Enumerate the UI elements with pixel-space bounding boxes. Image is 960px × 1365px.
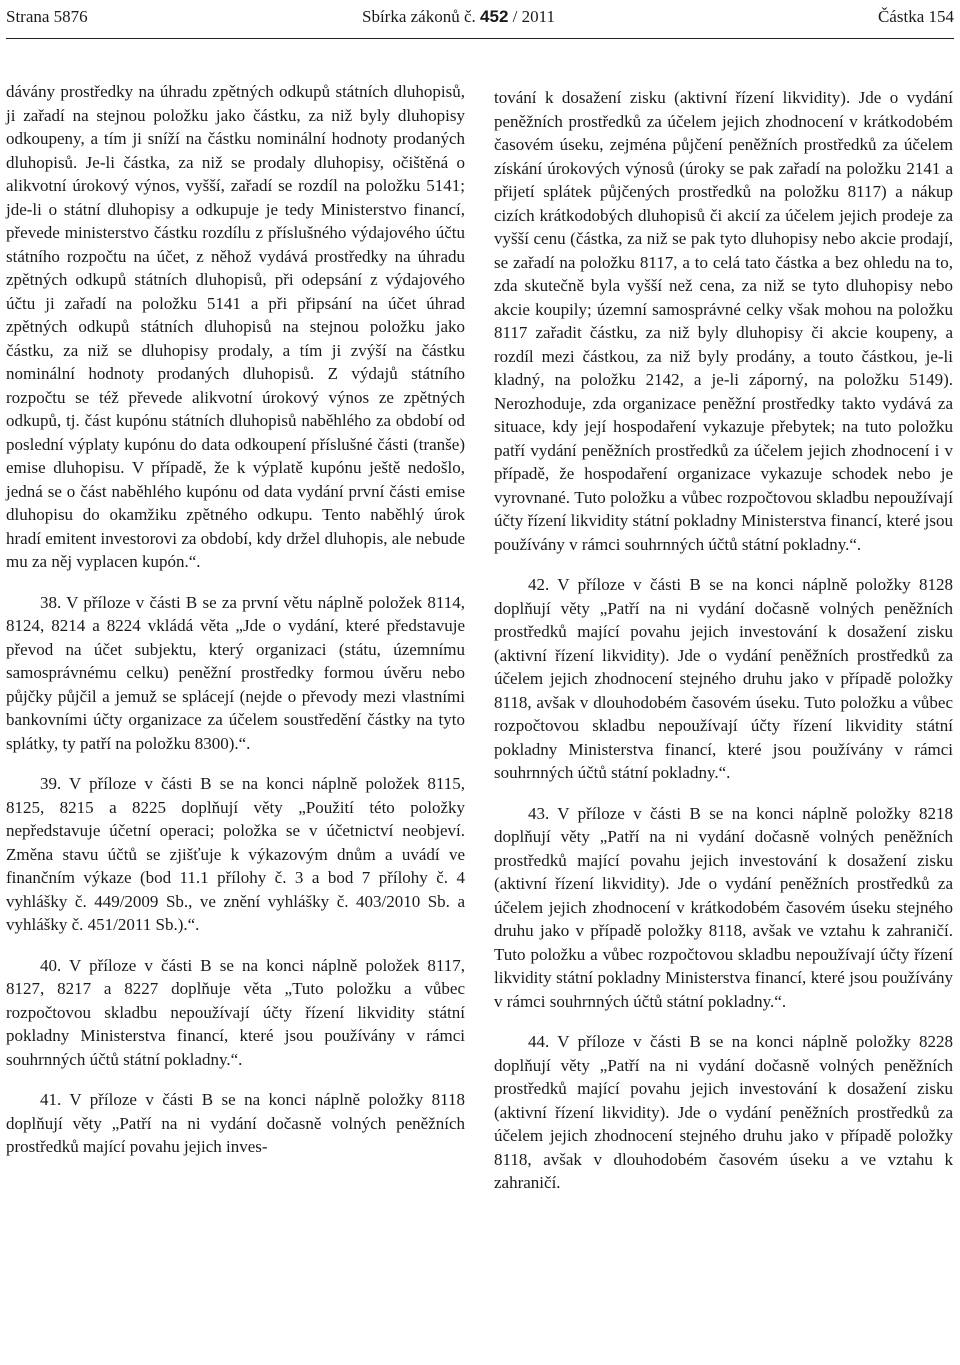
left-column <box>6 80 465 1159</box>
page-number: Strana 5876 <box>6 7 88 26</box>
amendment-40: 40. V příloze v části B se na konci náplně položek 8117, 8127, 8217 a 8227 doplňuje věta „Tuto položku a vůbec rozpočtovou skladbu nepoužívají účty řízení likvidity státní pokladny Ministerstva financí, které jsou používány v rámci souhrnných účtů státní pokladny.“. <box>6 955 465 1069</box>
amendment-41: 41. V příloze v části B se na konci náplně položky 8118 doplňují věty „Patří na ni vydání dočasně volných peněžních prostředků mající povahu jejich inves- <box>6 1090 465 1156</box>
issue-part: Částka 154 <box>877 7 954 26</box>
paragraph-continuation: dávány prostředky na úhradu zpětných odkupů státních dluhopisů, ji zařadí na stejnou položku jako částku, za niž byly dluhopisy odkoupeny, a tím ji sníží na částku nominální hodnoty prodaných dluhopisů. Je-li částka, za niž se prodaly dluhopisy, očištěná o alikvotní úrokový výnos, vyšší, zařadí se rozdíl na položku 5141; jde-li o státní dluhopisy a odkupuje je tedy Ministerstvo financí, převede ministerstvo částku rozdílu z příslušného výdajového účtu státního rozpočtu na účet, z něhož vydává prostředky na úhradu zpětných odkupů státních dluhopisů, při odepsání z výdajového účtu ji zařadí na položku 5141 a při připsání na účet úhrad zpětných odkupů státních dluhopisů na stejnou položku jako částku, za niž se dluhopisy prodaly, a tím ji zvýší na částku nominální hodnoty prodaných dluhopisů. Z výdajů státního rozpočtu se též převede alikvotní úrokový výnos ze zpětných odkupů, tj. část kupónu státních dluhopisů naběhlého za období od poslední výplaty kupónu do data odkoupení příslušné části (tranše) emise dluhopisu. V případě, že k výplatě kupónu ještě nedošlo, jedná se o část naběhlého kupónu od data vydání první části emise dluhopisu do okamžiku zpětného odkupu. Tento naběhlý úrok hradí emitent investorovi za období, kdy držel dluhopis, ale nebude mu za něj vyplacen kupón.“. <box>6 82 465 571</box>
amendment-44: 44. V příloze v části B se na konci náplně položky 8228 doplňují věty „Patří na ni vydání dočasně volných peněžních prostředků mající povahu jejich investování k dosažení zisku (aktivní řízení likvidity). Jde o vydání peněžních prostředků za účelem jejich zhodnocení stejného druhu jako v případě položky 8118, avšak v dlouhodobém časovém úseku a ve vztahu k zahraničí. <box>494 1032 953 1192</box>
collection-title <box>362 4 555 30</box>
amendment-39: 39. V příloze v části B se na konci náplně položek 8115, 8125, 8215 a 8225 doplňují věty „Použití této položky nepředstavuje účetní operaci; položka se v účetnictví neobjeví. Změna stavu účtů se zjišťuje k výkazovým dnům a uvádí ve finančním výkaze (bod 11.1 přílohy č. 3 a bod 7 přílohy č. 4 vyhlášky č. 449/2009 Sb., ve znění vyhlášky č. 403/2010 Sb. a vyhlášky č. 451/2011 Sb.).“. <box>6 774 465 934</box>
page-header <box>6 4 954 30</box>
right-column <box>494 86 953 1195</box>
amendment-42: 42. V příloze v části B se na konci náplně položky 8128 doplňují věty „Patří na ni vydání dočasně volných peněžních prostředků mající povahu jejich investování k dosažení zisku (aktivní řízení likvidity). Jde o vydání peněžních prostředků za účelem jejich zhodnocení stejného druhu jako v případě položky 8118, avšak v dlouhodobém časovém úseku. Tuto položku a vůbec rozpočtovou skladbu nepoužívají účty řízení likvidity státní pokladny Ministerstva financí, které jsou používány v rámci souhrnných účtů státní pokladny.“. <box>494 575 953 782</box>
amendment-43: 43. V příloze v části B se na konci náplně položky 8218 doplňují věty „Patří na ni vydání dočasně volných peněžních prostředků mající povahu jejich investování k dosažení zisku (aktivní řízení likvidity). Jde o vydání peněžních prostředků za účelem jejich zhodnocení v krátkodobém časovém úseku stejného druhu jako v případě položky 8118, avšak ve vztahu k zahraničí. Tuto položku a vůbec rozpočtovou skladbu nepoužívají účty řízení likvidity státní pokladny Ministerstva financí, které jsou používány v rámci souhrnných účtů státní pokladny.“. <box>494 803 953 1011</box>
collection-label: Sbírka zákonů č. <box>362 7 476 26</box>
collection-number: 452 <box>480 7 509 26</box>
amendment-38: 38. V příloze v části B se za první větu náplně položek 8114, 8124, 8214 a 8224 vkládá věta „Jde o vydání, které představuje převod na účet subjektu, který organizaci (státu, územnímu samosprávnému celku) peněžní prostředky formou úvěru nebo půjčky půjčil a jemuž se splácejí (nejde o převody mezi vlastními bankovními účty organizace za účelem soustředění částky na tyto splátky, ty patří na položku 8300).“. <box>6 592 465 753</box>
collection-year: / 2011 <box>512 7 555 26</box>
header-divider <box>6 38 954 39</box>
amendment-41-continuation: tování k dosažení zisku (aktivní řízení likvidity). Jde o vydání peněžních prostředků za účelem jejich zhodnocení v krátkodobém časovém úseku, zejména půjčení peněžních prostředků za účelem získání úrokových výnosů (úroky se pak zařadí na položku 2141 a přijetí splátek půjčených prostředků na položku 8117) a nákup cizích krátkodobých dluhopisů či akcií za účelem jejich prodeje za vyšší cenu (částka, za niž se pak tyto dluhopisy nebo akcie prodají, se zařadí na položku 8117, a to celá tato částka a bez ohledu na to, zda skutečně byla vyšší než cena, za niž se tyto dluhopisy nebo akcie koupily; územní samosprávné celky však mohou na položku 8117 zařadit částku, za niž byly dluhopisy či akcie koupeny, a rozdíl mezi částkou, za niž byly prodány, a touto částkou, je-li kladný, na položku 2142, a je-li záporný, na položku 5149). Nerozhoduje, zda organizace peněžní prostředky takto vydává za situace, kdy její hospodaření vykazuje přebytek; na tuto položku patří vydání peněžních prostředků za účelem jejich zhodnocení i v případě, že hospodaření organizace vykazuje schodek nebo je vyrovnané. Tuto položku a vůbec rozpočtovou skladbu nepoužívají účty řízení likvidity státní pokladny Ministerstva financí, které jsou používány v rámci souhrnných účtů státní pokladny.“. <box>494 88 953 554</box>
